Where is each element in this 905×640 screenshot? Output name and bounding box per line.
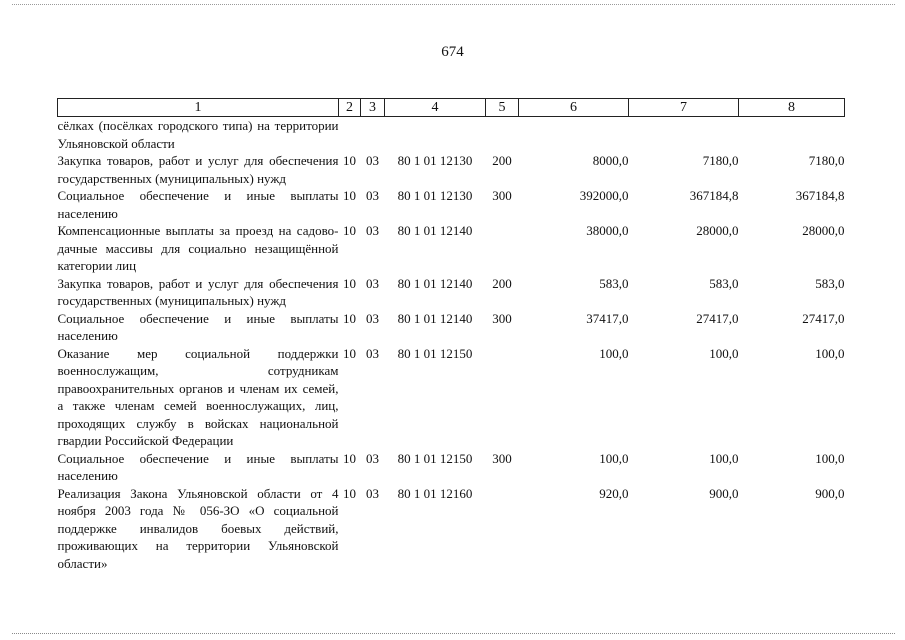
amount-col-8: 27417,0	[802, 310, 845, 326]
amount-col-7: 100,0	[709, 450, 739, 466]
amount-col-7: 583,0	[709, 275, 739, 291]
amount-col-8	[739, 117, 845, 153]
target-article-code: 80 1 01 12140	[397, 223, 473, 238]
target-article-code: 80 1 01 12140	[397, 275, 473, 291]
amount-col-7: 900,0	[709, 485, 739, 501]
row-description: Реализация Закона Ульяновской области от 4 ноября 2003 года № 056-ЗО «О социальной поддержке инвалидов боевых действий, проживающих на территории Ульяновской области»	[57, 485, 339, 571]
subsection-code: 03	[366, 275, 379, 291]
row-description: Социальное обеспечение и иные выплаты населению	[57, 188, 339, 221]
subsection-code: 03	[366, 153, 379, 168]
subsection-code: 03	[366, 310, 379, 326]
table-row	[58, 117, 845, 153]
expense-type-code: 200	[492, 275, 512, 291]
target-article-code: 80 1 01 12150	[397, 345, 473, 361]
subsection-code: 03	[366, 188, 379, 203]
row-description: Закупка товаров, работ и услуг для обеспечения государственных (муниципальных) нужд	[57, 275, 339, 308]
amount-col-6: 100,0	[599, 345, 629, 361]
table-row	[58, 310, 845, 345]
row-description: Социальное обеспечение и иные выплаты населению	[57, 310, 339, 343]
table-body	[58, 117, 845, 573]
expense-type-code	[486, 117, 519, 153]
subsection-code: 03	[366, 450, 379, 466]
table-row	[58, 485, 845, 573]
amount-col-6: 583,0	[599, 275, 629, 291]
page-number: 674	[441, 44, 464, 60]
section-code: 10	[343, 310, 356, 326]
table-row	[58, 345, 845, 450]
row-description: Социальное обеспечение и иные выплаты населению	[57, 450, 339, 483]
amount-col-7: 100,0	[709, 345, 739, 361]
subsection-code: 03	[366, 345, 379, 361]
column-header: 6	[519, 99, 629, 117]
target-article-code: 80 1 01 12130	[397, 188, 473, 203]
section-code	[339, 117, 361, 153]
expense-type-code: 300	[492, 450, 512, 466]
amount-col-8: 28000,0	[802, 223, 845, 238]
subsection-code: 03	[366, 485, 379, 501]
column-header: 3	[361, 99, 385, 117]
amount-col-8: 900,0	[815, 485, 845, 501]
expense-type-code	[486, 345, 519, 450]
amount-col-8: 100,0	[815, 345, 845, 361]
column-header: 2	[339, 99, 361, 117]
section-code: 10	[343, 450, 356, 466]
target-article-code	[385, 117, 486, 153]
amount-col-7: 27417,0	[696, 310, 739, 326]
amount-col-7: 7180,0	[702, 153, 739, 168]
row-description: сёлках (посёлках городского типа) на территории Ульяновской области	[57, 118, 339, 151]
amount-col-8: 100,0	[815, 450, 845, 466]
amount-col-7: 367184,8	[689, 188, 739, 203]
column-header: 8	[739, 99, 845, 117]
amount-col-6: 37417,0	[586, 310, 629, 326]
section-code: 10	[343, 223, 356, 238]
amount-col-7: 28000,0	[696, 223, 739, 238]
row-description: Компенсационные выплаты за проезд на садово-дачные массивы для социально незащищённой категории лиц	[57, 223, 339, 273]
section-code: 10	[343, 485, 356, 501]
table-row	[58, 152, 845, 187]
column-header: 1	[58, 99, 339, 117]
amount-col-7	[629, 117, 739, 153]
column-header: 7	[629, 99, 739, 117]
amount-col-6: 8000,0	[592, 153, 629, 168]
column-header: 4	[385, 99, 486, 117]
row-description: Закупка товаров, работ и услуг для обеспечения государственных (муниципальных) нужд	[57, 153, 339, 186]
expense-type-code: 300	[492, 188, 512, 203]
page-top-edge	[12, 4, 895, 5]
section-code: 10	[343, 153, 356, 168]
amount-col-6	[519, 117, 629, 153]
budget-table	[57, 98, 845, 572]
expense-type-code	[486, 222, 519, 275]
column-header: 5	[486, 99, 519, 117]
section-code: 10	[343, 345, 356, 361]
expense-type-code	[486, 485, 519, 573]
table-row	[58, 222, 845, 275]
expense-type-code: 200	[492, 153, 512, 168]
target-article-code: 80 1 01 12140	[397, 310, 473, 326]
amount-col-6: 392000,0	[579, 188, 629, 203]
table-row	[58, 275, 845, 310]
amount-col-8: 583,0	[815, 275, 845, 291]
section-code: 10	[343, 275, 356, 291]
section-code: 10	[343, 188, 356, 203]
amount-col-6: 100,0	[599, 450, 629, 466]
target-article-code: 80 1 01 12160	[397, 485, 473, 501]
amount-col-6: 920,0	[599, 485, 629, 501]
amount-col-8: 7180,0	[808, 153, 845, 168]
target-article-code: 80 1 01 12150	[397, 450, 473, 466]
expense-type-code: 300	[492, 310, 512, 326]
amount-col-8: 367184,8	[795, 188, 845, 203]
amount-col-6: 38000,0	[586, 223, 629, 238]
row-description: Оказание мер социальной поддержки военнослужащим, сотрудникам правоохранительных органов и членам их семей, а также членам семей военнослужащих, лиц, проходящих службу в войсках национальной гвардии Российской Федерации	[57, 345, 339, 448]
page-bottom-edge	[12, 633, 895, 634]
table-row	[58, 450, 845, 485]
subsection-code: 03	[366, 223, 379, 238]
subsection-code	[361, 117, 385, 153]
table-row	[58, 187, 845, 222]
target-article-code: 80 1 01 12130	[397, 153, 473, 168]
table-header-row	[58, 99, 845, 117]
